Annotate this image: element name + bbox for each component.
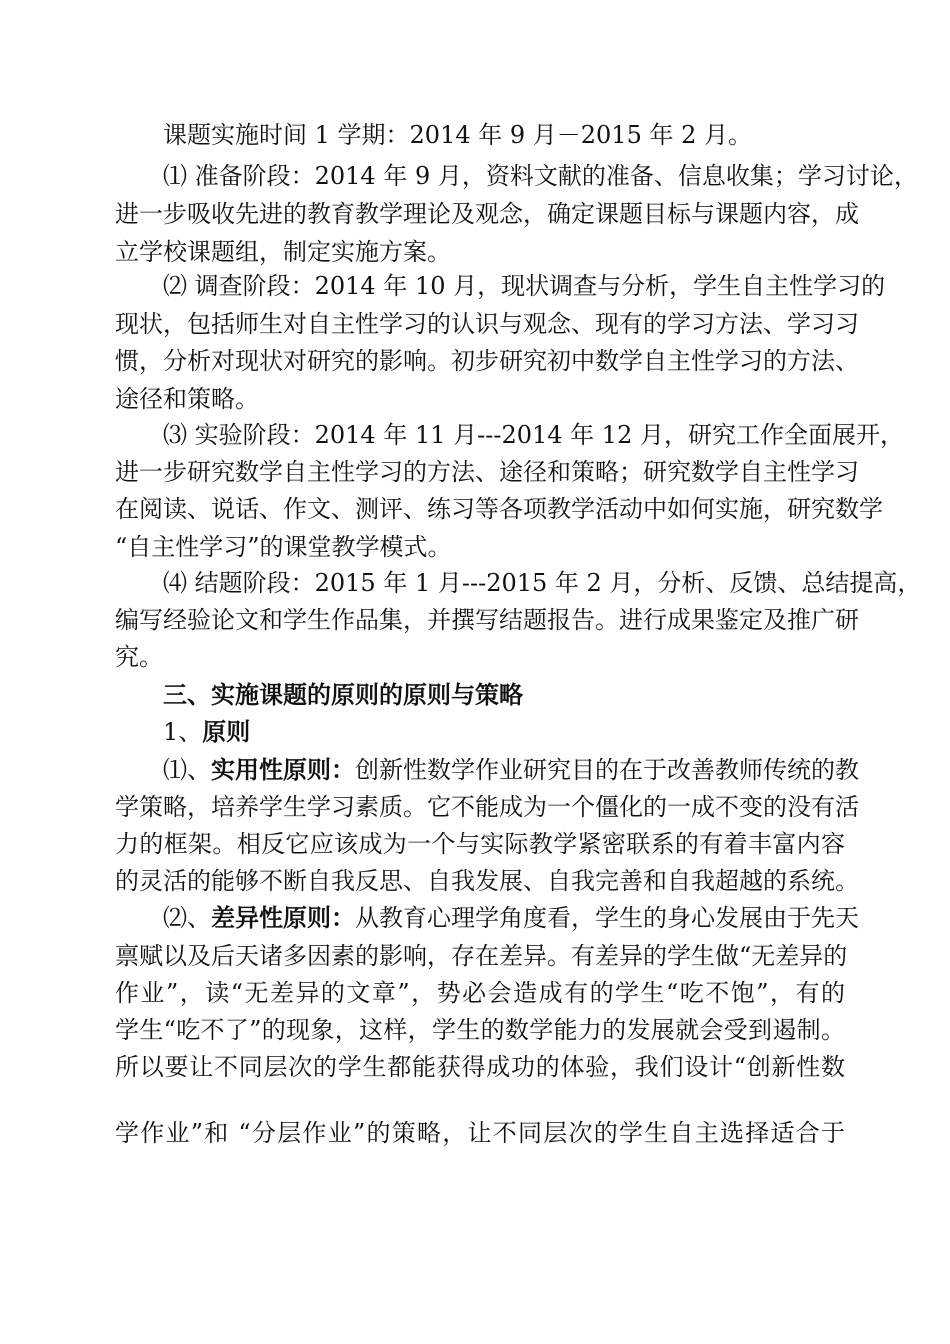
principle2-line-4: 学生“吃不了”的现象，这样，学生的数学能力的发展就会受到遏制。 — [115, 1016, 845, 1044]
principle2-term: 差异性原则： — [211, 903, 355, 932]
phase3-line-2: 进一步研究数学自主性学习的方法、途径和策略；研究数学自主性学习 — [115, 458, 859, 486]
principle2-line-3: 作业”，读“无差异的文章”，势必会造成有的学生“吃不饱”，有的 — [115, 979, 845, 1007]
principle2-prefix: ⑵、 — [163, 904, 211, 932]
phase3-line-4: “自主性学习”的课堂教学模式。 — [115, 533, 452, 561]
principle2-line-2: 禀赋以及后天诸多因素的影响，存在差异。有差异的学生做“无差异的 — [115, 942, 848, 970]
subsection-title: 原则 — [202, 717, 251, 746]
subsection-number: 1、 — [163, 718, 203, 746]
phase3-line-1: ⑶ 实验阶段：2014 年 11 月---2014 年 12 月，研究工作全面展开， — [163, 421, 904, 449]
phase4-line-3: 究。 — [115, 643, 163, 671]
subsection-heading — [163, 714, 845, 750]
phase2-line-3: 惯，分析对现状对研究的影响。初步研究初中数学自主性学习的方法、 — [115, 347, 859, 375]
phase1-line-3: 立学校课题组，制定实施方案。 — [115, 238, 451, 266]
principle1-line-4: 的灵活的能够不断自我反思、自我发展、自我完善和自我超越的系统。 — [115, 867, 859, 895]
phase2-line-2: 现状，包括师生对自主性学习的认识与观念、现有的学习方法、学习习 — [115, 310, 859, 338]
principle1-text: 创新性数学作业研究目的在于改善教师传统的教 — [355, 756, 859, 784]
section-heading: 三、实施课题的原则的原则与策略 — [163, 680, 523, 709]
principle1-line-3: 力的框架。相反它应该成为一个与实际教学紧密联系的有着丰富内容 — [115, 830, 845, 858]
phase4-line-2: 编写经验论文和学生作品集，并撰写结题报告。进行成果鉴定及推广研 — [115, 606, 859, 634]
principle2-line-6: 学作业”和 “分层作业”的策略，让不同层次的学生自主选择适合于 — [115, 1119, 845, 1147]
phase2-line-4: 途径和策略。 — [115, 385, 259, 413]
principle1-line-1 — [163, 752, 859, 788]
schedule-intro: 课题实施时间 1 学期：2014 年 9 月－2015 年 2 月。 — [163, 121, 752, 149]
phase4-line-1: ⑷ 结题阶段：2015 年 1 月---2015 年 2 月，分析、反馈、总结提高， — [163, 569, 922, 597]
principle2-text: 从教育心理学角度看，学生的身心发展由于先天 — [355, 904, 859, 932]
phase2-line-1: ⑵ 调查阶段：2014 年 10 月，现状调查与分析，学生自主性学习的 — [163, 272, 886, 300]
principle1-term: 实用性原则： — [211, 755, 355, 784]
phase3-line-3: 在阅读、说话、作文、测评、练习等各项教学活动中如何实施，研究数学 — [115, 495, 883, 523]
principle2-line-1 — [163, 900, 859, 936]
principle2-line-5: 所以要让不同层次的学生都能获得成功的体验，我们设计“创新性数 — [115, 1053, 845, 1081]
principle1-line-2: 学策略，培养学生学习素质。它不能成为一个僵化的一成不变的没有活 — [115, 793, 859, 821]
principle1-prefix: ⑴、 — [163, 756, 211, 784]
phase1-line-1: ⑴ 准备阶段：2014 年 9 月，资料文献的准备、信息收集；学习讨论， — [163, 162, 918, 190]
phase1-line-2: 进一步吸收先进的教育教学理论及观念，确定课题目标与课题内容，成 — [115, 200, 859, 228]
